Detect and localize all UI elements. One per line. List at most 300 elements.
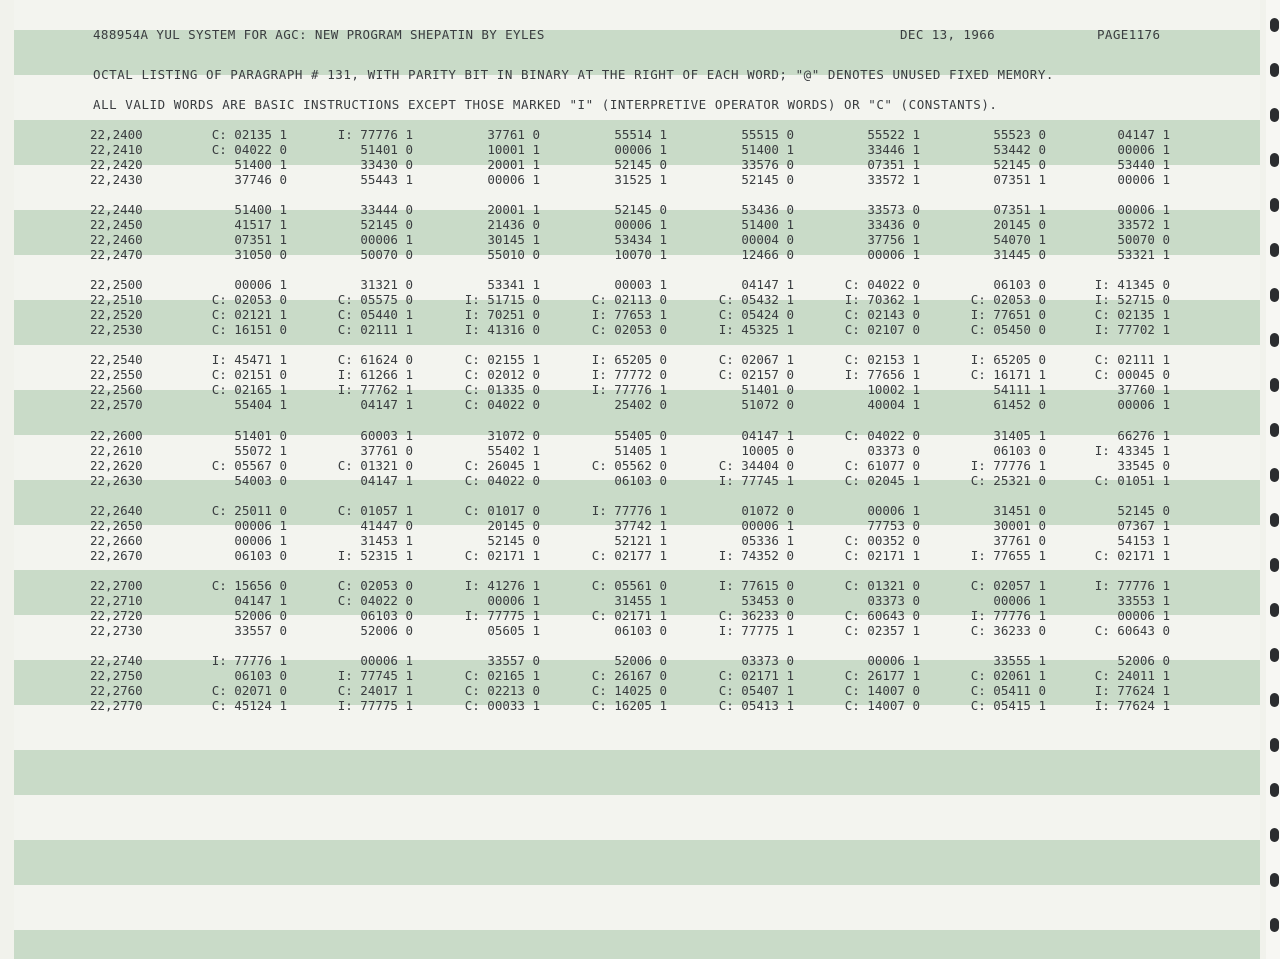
- word-cell: C: 26177 1: [844, 668, 920, 683]
- word-cell: 00006 1: [614, 217, 667, 232]
- listing-row: [0, 623, 1260, 638]
- word-cell: 06103 0: [360, 608, 413, 623]
- word-cell: 31525 1: [614, 172, 667, 187]
- listing-row: [0, 142, 1260, 157]
- word-cell: C: 02135 1: [1094, 307, 1170, 322]
- word-cell: C: 02155 1: [464, 352, 540, 367]
- word-cell: 52145 0: [993, 157, 1046, 172]
- word-cell: C: 60643 0: [1094, 623, 1170, 638]
- word-cell: 37761 0: [487, 127, 540, 142]
- word-cell: 50070 0: [360, 247, 413, 262]
- word-cell: C: 05424 0: [718, 307, 794, 322]
- word-cell: 52145 0: [741, 172, 794, 187]
- word-cell: C: 00033 1: [464, 698, 540, 713]
- listing-row: [0, 533, 1260, 548]
- word-cell: 00006 1: [360, 232, 413, 247]
- word-cell: 33576 0: [741, 157, 794, 172]
- word-cell: C: 02157 0: [718, 367, 794, 382]
- word-cell: I: 77776 1: [211, 653, 287, 668]
- word-cell: I: 70362 1: [844, 292, 920, 307]
- word-cell: C: 04022 0: [844, 428, 920, 443]
- word-cell: C: 02165 1: [211, 382, 287, 397]
- word-cell: 30001 0: [993, 518, 1046, 533]
- word-cell: I: 77776 1: [1094, 578, 1170, 593]
- word-cell: 00006 1: [1117, 202, 1170, 217]
- word-cell: I: 77624 1: [1094, 683, 1170, 698]
- word-cell: C: 02071 0: [211, 683, 287, 698]
- word-cell: 04147 1: [741, 277, 794, 292]
- address-cell: 22,2670: [90, 548, 143, 563]
- feed-hole: [1270, 693, 1279, 707]
- word-cell: C: 02135 1: [211, 127, 287, 142]
- word-cell: 07351 1: [867, 157, 920, 172]
- word-cell: 51401 0: [234, 428, 287, 443]
- word-cell: 31321 0: [360, 277, 413, 292]
- listing-row: [0, 157, 1260, 172]
- word-cell: C: 15656 0: [211, 578, 287, 593]
- word-cell: 03373 0: [867, 443, 920, 458]
- word-cell: C: 05450 0: [970, 322, 1046, 337]
- word-cell: C: 24017 1: [337, 683, 413, 698]
- word-cell: 06103 0: [614, 623, 667, 638]
- word-cell: 03373 0: [867, 593, 920, 608]
- word-cell: 55522 1: [867, 127, 920, 142]
- address-cell: 22,2400: [90, 127, 143, 142]
- word-cell: C: 04022 0: [464, 397, 540, 412]
- address-cell: 22,2630: [90, 473, 143, 488]
- word-cell: C: 00352 0: [844, 533, 920, 548]
- word-cell: 55072 1: [234, 443, 287, 458]
- word-cell: I: 45325 1: [718, 322, 794, 337]
- address-cell: 22,2530: [90, 322, 143, 337]
- word-cell: 77753 0: [867, 518, 920, 533]
- word-cell: 01072 0: [741, 503, 794, 518]
- word-cell: I: 77762 1: [337, 382, 413, 397]
- word-cell: C: 02171 1: [464, 548, 540, 563]
- word-cell: 55443 1: [360, 172, 413, 187]
- word-cell: C: 05413 1: [718, 698, 794, 713]
- word-cell: 51400 1: [741, 217, 794, 232]
- word-cell: 37756 1: [867, 232, 920, 247]
- address-cell: 22,2660: [90, 533, 143, 548]
- word-cell: C: 02053 0: [970, 292, 1046, 307]
- word-cell: 33430 0: [360, 157, 413, 172]
- address-cell: 22,2540: [90, 352, 143, 367]
- word-cell: 10001 1: [487, 142, 540, 157]
- feed-hole: [1270, 513, 1279, 527]
- word-cell: C: 04022 0: [844, 277, 920, 292]
- word-cell: 04147 1: [360, 397, 413, 412]
- feed-hole: [1270, 243, 1279, 257]
- word-cell: 00006 1: [1117, 397, 1170, 412]
- word-cell: 31451 0: [993, 503, 1046, 518]
- listing-row: [0, 698, 1260, 713]
- feed-hole: [1270, 558, 1279, 572]
- word-cell: 04147 1: [741, 428, 794, 443]
- listing-row: [0, 292, 1260, 307]
- address-cell: 22,2570: [90, 397, 143, 412]
- listing-title: 488954A YUL SYSTEM FOR AGC: NEW PROGRAM SHEPATIN BY EYLES: [93, 27, 545, 42]
- word-cell: C: 05411 0: [970, 683, 1046, 698]
- word-cell: 00006 1: [867, 247, 920, 262]
- word-cell: I: 77775 1: [337, 698, 413, 713]
- word-cell: I: 77702 1: [1094, 322, 1170, 337]
- word-cell: 52145 0: [614, 202, 667, 217]
- word-cell: 00006 1: [1117, 142, 1170, 157]
- word-cell: C: 02165 1: [464, 668, 540, 683]
- word-cell: 51400 1: [741, 142, 794, 157]
- word-cell: 33545 0: [1117, 458, 1170, 473]
- listing-row: [0, 503, 1260, 518]
- word-cell: C: 36233 0: [970, 623, 1046, 638]
- address-cell: 22,2470: [90, 247, 143, 262]
- listing-row: [0, 127, 1260, 142]
- word-cell: 51401 0: [741, 382, 794, 397]
- address-cell: 22,2430: [90, 172, 143, 187]
- word-cell: 51401 0: [360, 142, 413, 157]
- word-cell: 00004 0: [741, 232, 794, 247]
- listing-row: [0, 548, 1260, 563]
- word-cell: I: 65205 0: [970, 352, 1046, 367]
- word-cell: I: 77776 1: [970, 458, 1046, 473]
- word-cell: 55404 1: [234, 397, 287, 412]
- feed-hole: [1270, 423, 1279, 437]
- word-cell: 55405 0: [614, 428, 667, 443]
- word-cell: I: 51715 0: [464, 292, 540, 307]
- word-cell: I: 77655 1: [970, 548, 1046, 563]
- word-cell: I: 77772 0: [591, 367, 667, 382]
- word-cell: I: 77653 1: [591, 307, 667, 322]
- feed-hole: [1270, 108, 1279, 122]
- address-cell: 22,2460: [90, 232, 143, 247]
- word-cell: 53321 1: [1117, 247, 1170, 262]
- address-cell: 22,2650: [90, 518, 143, 533]
- word-cell: 07351 1: [993, 172, 1046, 187]
- word-cell: 20001 1: [487, 157, 540, 172]
- listing-row: [0, 653, 1260, 668]
- word-cell: C: 26045 1: [464, 458, 540, 473]
- word-cell: C: 01017 0: [464, 503, 540, 518]
- word-cell: 51405 1: [614, 443, 667, 458]
- feed-hole: [1270, 333, 1279, 347]
- word-cell: C: 02111 1: [337, 322, 413, 337]
- feed-hole: [1270, 153, 1279, 167]
- word-cell: C: 04022 0: [211, 142, 287, 157]
- word-cell: C: 05561 0: [591, 578, 667, 593]
- word-cell: C: 01335 0: [464, 382, 540, 397]
- word-cell: C: 02153 1: [844, 352, 920, 367]
- word-cell: I: 77745 1: [337, 668, 413, 683]
- word-cell: 00006 1: [234, 277, 287, 292]
- word-cell: C: 05440 1: [337, 307, 413, 322]
- word-cell: C: 61077 0: [844, 458, 920, 473]
- word-cell: C: 00045 0: [1094, 367, 1170, 382]
- listing-row: [0, 382, 1260, 397]
- word-cell: C: 14007 0: [844, 683, 920, 698]
- word-cell: I: 41276 1: [464, 578, 540, 593]
- word-cell: I: 52315 1: [337, 548, 413, 563]
- word-cell: 52006 0: [234, 608, 287, 623]
- feed-hole: [1270, 603, 1279, 617]
- word-cell: I: 52715 0: [1094, 292, 1170, 307]
- word-cell: 31445 0: [993, 247, 1046, 262]
- word-cell: C: 02012 0: [464, 367, 540, 382]
- word-cell: C: 25321 0: [970, 473, 1046, 488]
- word-cell: 00003 1: [614, 277, 667, 292]
- word-cell: C: 16205 1: [591, 698, 667, 713]
- word-cell: 33555 1: [993, 653, 1046, 668]
- word-cell: C: 05432 1: [718, 292, 794, 307]
- word-cell: 33446 1: [867, 142, 920, 157]
- word-cell: 53440 1: [1117, 157, 1170, 172]
- word-cell: I: 41316 0: [464, 322, 540, 337]
- listing-row: [0, 172, 1260, 187]
- listing-date: DEC 13, 1966: [900, 27, 996, 42]
- word-cell: 54111 1: [993, 382, 1046, 397]
- word-cell: 05336 1: [741, 533, 794, 548]
- note-line-2: ALL VALID WORDS ARE BASIC INSTRUCTIONS EXCEPT THOSE MARKED "I" (INTERPRETIVE OPERATOR WORDS) OR "C" (CONSTANTS).: [93, 97, 998, 112]
- address-cell: 22,2710: [90, 593, 143, 608]
- word-cell: C: 36233 0: [718, 608, 794, 623]
- word-cell: 00006 1: [1117, 172, 1170, 187]
- address-cell: 22,2520: [90, 307, 143, 322]
- word-cell: C: 14025 0: [591, 683, 667, 698]
- word-cell: 50070 0: [1117, 232, 1170, 247]
- address-cell: 22,2720: [90, 608, 143, 623]
- address-cell: 22,2770: [90, 698, 143, 713]
- word-cell: C: 02171 1: [1094, 548, 1170, 563]
- word-cell: C: 05415 1: [970, 698, 1046, 713]
- word-cell: 31072 0: [487, 428, 540, 443]
- listing-row: [0, 428, 1260, 443]
- address-cell: 22,2750: [90, 668, 143, 683]
- word-cell: 55515 0: [741, 127, 794, 142]
- feed-hole: [1270, 63, 1279, 77]
- word-cell: C: 02053 0: [337, 578, 413, 593]
- word-cell: 37746 0: [234, 172, 287, 187]
- word-cell: 00006 1: [867, 503, 920, 518]
- listing-row: [0, 458, 1260, 473]
- address-cell: 22,2500: [90, 277, 143, 292]
- word-cell: C: 05407 1: [718, 683, 794, 698]
- word-cell: 54070 1: [993, 232, 1046, 247]
- feed-hole: [1270, 918, 1279, 932]
- feed-hole: [1270, 198, 1279, 212]
- address-cell: 22,2600: [90, 428, 143, 443]
- word-cell: C: 14007 0: [844, 698, 920, 713]
- listing-row: [0, 473, 1260, 488]
- listing-row: [0, 683, 1260, 698]
- word-cell: 54003 0: [234, 473, 287, 488]
- word-cell: 20145 0: [993, 217, 1046, 232]
- word-cell: I: 45471 1: [211, 352, 287, 367]
- word-cell: 25402 0: [614, 397, 667, 412]
- note-line-1: OCTAL LISTING OF PARAGRAPH # 131, WITH PARITY BIT IN BINARY AT THE RIGHT OF EACH WORD; "@" DENOTES UNUSED FIXED MEMORY.: [93, 67, 1054, 82]
- listing-row: [0, 352, 1260, 367]
- listing-row: [0, 247, 1260, 262]
- feed-hole: [1270, 18, 1279, 32]
- feed-hole: [1270, 468, 1279, 482]
- word-cell: C: 34404 0: [718, 458, 794, 473]
- word-cell: 10005 0: [741, 443, 794, 458]
- word-cell: 00006 1: [993, 593, 1046, 608]
- word-cell: 52145 0: [1117, 503, 1170, 518]
- word-cell: 33444 0: [360, 202, 413, 217]
- listing-row: [0, 578, 1260, 593]
- word-cell: 30145 1: [487, 232, 540, 247]
- listing-row: [0, 668, 1260, 683]
- word-cell: 53436 0: [741, 202, 794, 217]
- word-cell: 03373 0: [741, 653, 794, 668]
- word-cell: I: 70251 0: [464, 307, 540, 322]
- word-cell: I: 77776 1: [970, 608, 1046, 623]
- word-cell: I: 77775 1: [718, 623, 794, 638]
- word-cell: 51072 0: [741, 397, 794, 412]
- word-cell: C: 01321 0: [337, 458, 413, 473]
- word-cell: 31405 1: [993, 428, 1046, 443]
- word-cell: C: 02171 1: [591, 608, 667, 623]
- word-cell: 00006 1: [1117, 608, 1170, 623]
- word-cell: 40004 1: [867, 397, 920, 412]
- word-cell: 05605 1: [487, 623, 540, 638]
- word-cell: 55010 0: [487, 247, 540, 262]
- word-cell: C: 02111 1: [1094, 352, 1170, 367]
- word-cell: C: 02357 1: [844, 623, 920, 638]
- word-cell: C: 04022 0: [337, 593, 413, 608]
- word-cell: 07351 1: [993, 202, 1046, 217]
- word-cell: 33557 0: [487, 653, 540, 668]
- word-cell: C: 02113 0: [591, 292, 667, 307]
- word-cell: C: 02053 0: [211, 292, 287, 307]
- feed-hole: [1270, 378, 1279, 392]
- word-cell: 12466 0: [741, 247, 794, 262]
- word-cell: 00006 1: [867, 653, 920, 668]
- word-cell: 33572 1: [1117, 217, 1170, 232]
- word-cell: 55514 1: [614, 127, 667, 142]
- word-cell: 41447 0: [360, 518, 413, 533]
- listing-row: [0, 608, 1260, 623]
- address-cell: 22,2730: [90, 623, 143, 638]
- word-cell: 37742 1: [614, 518, 667, 533]
- word-cell: 33553 1: [1117, 593, 1170, 608]
- word-cell: I: 77745 1: [718, 473, 794, 488]
- word-cell: I: 77624 1: [1094, 698, 1170, 713]
- word-cell: 33573 0: [867, 202, 920, 217]
- word-cell: C: 05562 0: [591, 458, 667, 473]
- word-cell: I: 65205 0: [591, 352, 667, 367]
- page-number: PAGE1176: [1097, 27, 1161, 42]
- word-cell: 31453 1: [360, 533, 413, 548]
- word-cell: 06103 0: [993, 443, 1046, 458]
- word-cell: 00006 1: [234, 533, 287, 548]
- word-cell: C: 02171 1: [844, 548, 920, 563]
- word-cell: 53341 1: [487, 277, 540, 292]
- word-cell: 00006 1: [360, 653, 413, 668]
- word-cell: 06103 0: [614, 473, 667, 488]
- word-cell: 10070 1: [614, 247, 667, 262]
- listing-row: [0, 518, 1260, 533]
- word-cell: 66276 1: [1117, 428, 1170, 443]
- word-cell: 06103 0: [234, 668, 287, 683]
- word-cell: 33557 0: [234, 623, 287, 638]
- feed-hole: [1270, 288, 1279, 302]
- word-cell: 55402 1: [487, 443, 540, 458]
- word-cell: I: 61266 1: [337, 367, 413, 382]
- feed-hole: [1270, 828, 1279, 842]
- address-cell: 22,2410: [90, 142, 143, 157]
- word-cell: 52006 0: [1117, 653, 1170, 668]
- feed-hole: [1270, 873, 1279, 887]
- word-cell: C: 02107 0: [844, 322, 920, 337]
- word-cell: 00006 1: [487, 593, 540, 608]
- word-cell: 20145 0: [487, 518, 540, 533]
- word-cell: 53442 0: [993, 142, 1046, 157]
- tractor-feed-strip: [1266, 0, 1280, 959]
- address-cell: 22,2420: [90, 157, 143, 172]
- word-cell: C: 02045 1: [844, 473, 920, 488]
- word-cell: I: 77776 1: [591, 382, 667, 397]
- word-cell: 21436 0: [487, 217, 540, 232]
- listing-row: [0, 217, 1260, 232]
- word-cell: C: 02053 0: [591, 322, 667, 337]
- word-cell: C: 02143 0: [844, 307, 920, 322]
- listing-row: [0, 277, 1260, 292]
- word-cell: C: 02213 0: [464, 683, 540, 698]
- word-cell: 51400 1: [234, 157, 287, 172]
- address-cell: 22,2640: [90, 503, 143, 518]
- word-cell: C: 02057 1: [970, 578, 1046, 593]
- word-cell: I: 77775 1: [464, 608, 540, 623]
- listing-row: [0, 443, 1260, 458]
- word-cell: I: 74352 0: [718, 548, 794, 563]
- word-cell: C: 01057 1: [337, 503, 413, 518]
- word-cell: 37760 1: [1117, 382, 1170, 397]
- word-cell: C: 05575 0: [337, 292, 413, 307]
- word-cell: C: 02151 0: [211, 367, 287, 382]
- word-cell: 52145 0: [360, 217, 413, 232]
- listing-row: [0, 593, 1260, 608]
- word-cell: C: 04022 0: [464, 473, 540, 488]
- word-cell: C: 60643 0: [844, 608, 920, 623]
- word-cell: I: 77776 1: [337, 127, 413, 142]
- address-cell: 22,2510: [90, 292, 143, 307]
- listing-row: [0, 202, 1260, 217]
- address-cell: 22,2740: [90, 653, 143, 668]
- word-cell: 04147 1: [1117, 127, 1170, 142]
- word-cell: C: 02067 1: [718, 352, 794, 367]
- word-cell: 60003 1: [360, 428, 413, 443]
- word-cell: C: 02177 1: [591, 548, 667, 563]
- word-cell: 52006 0: [360, 623, 413, 638]
- address-cell: 22,2620: [90, 458, 143, 473]
- word-cell: 00006 1: [487, 172, 540, 187]
- word-cell: C: 25011 0: [211, 503, 287, 518]
- listing-row: [0, 232, 1260, 247]
- word-cell: C: 01051 1: [1094, 473, 1170, 488]
- word-cell: 31455 1: [614, 593, 667, 608]
- word-cell: 61452 0: [993, 397, 1046, 412]
- word-cell: I: 43345 1: [1094, 443, 1170, 458]
- word-cell: I: 77776 1: [591, 503, 667, 518]
- word-cell: 41517 1: [234, 217, 287, 232]
- word-cell: C: 16151 0: [211, 322, 287, 337]
- feed-hole: [1270, 783, 1279, 797]
- feed-hole: [1270, 648, 1279, 662]
- word-cell: I: 41345 0: [1094, 277, 1170, 292]
- word-cell: 06103 0: [993, 277, 1046, 292]
- word-cell: 52145 0: [614, 157, 667, 172]
- word-cell: C: 02061 1: [970, 668, 1046, 683]
